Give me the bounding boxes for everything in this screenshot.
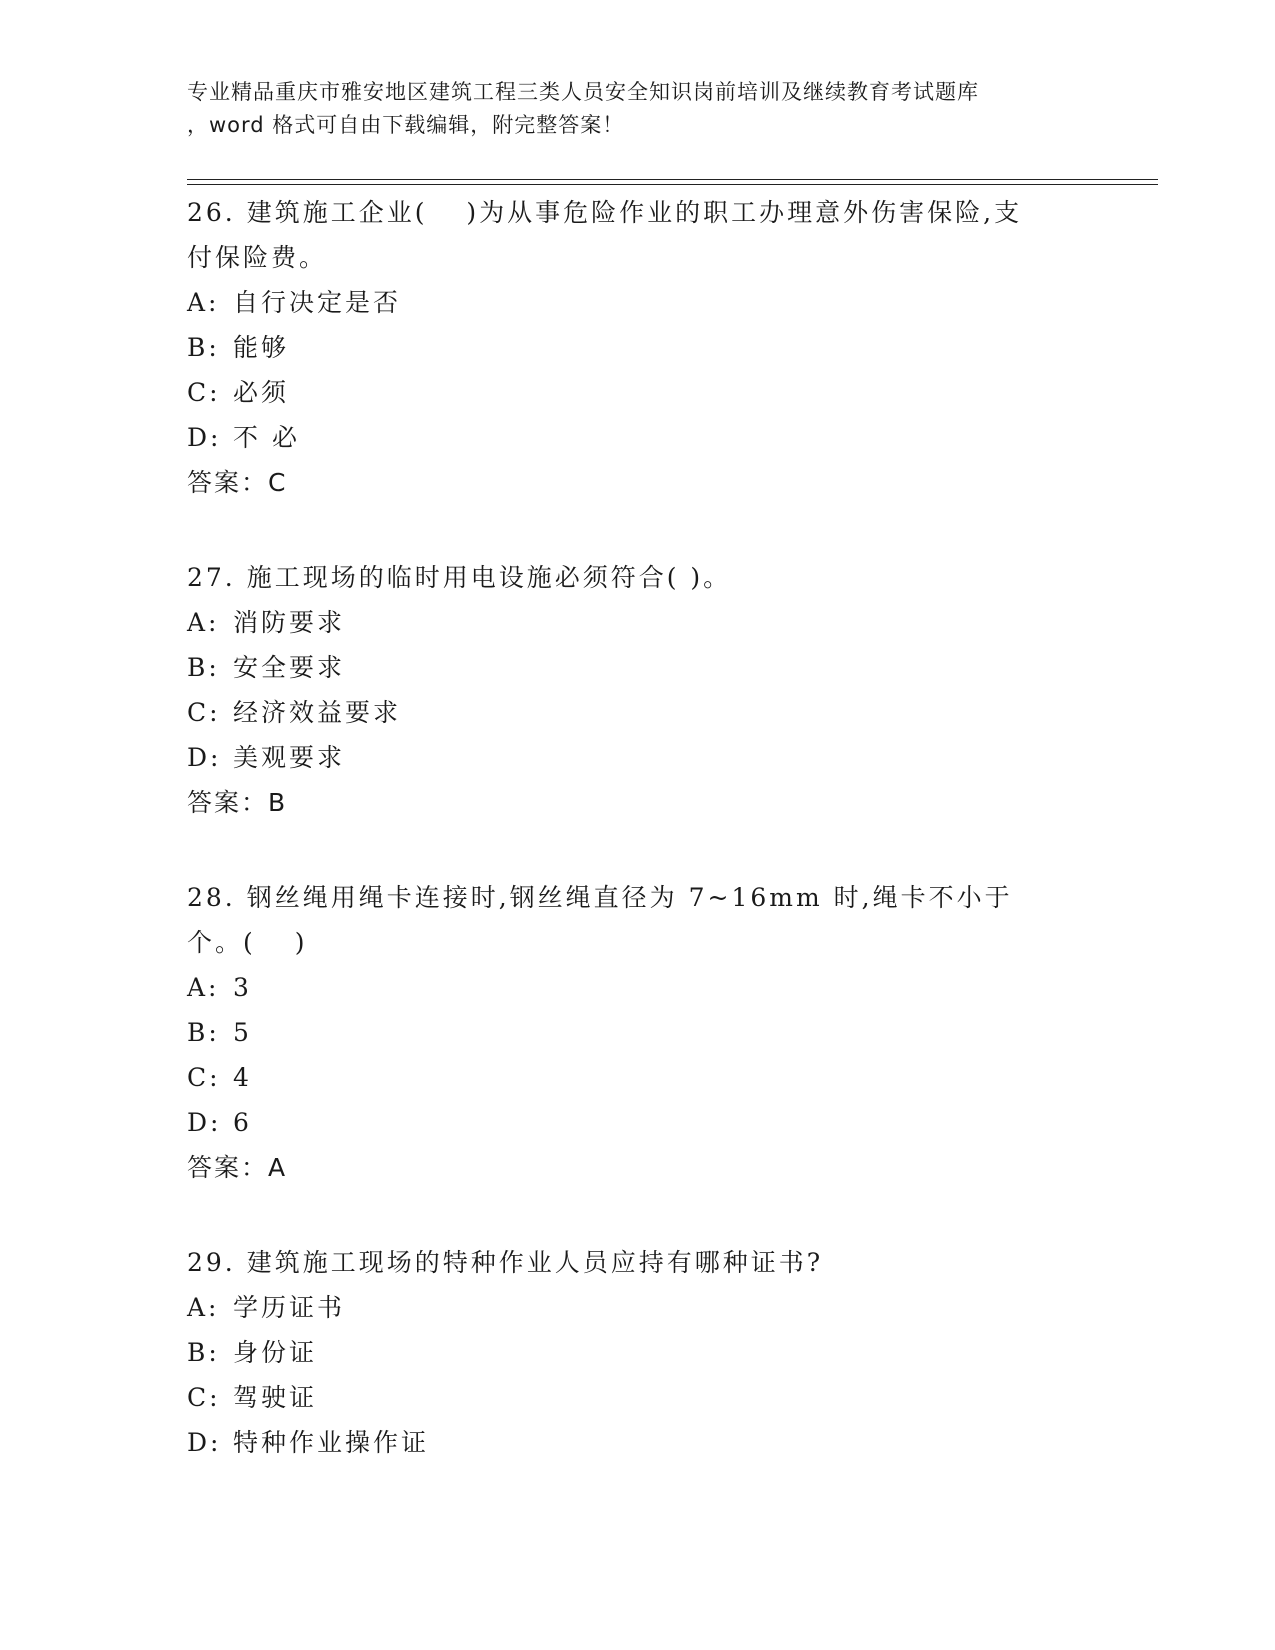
- option-c: [187, 690, 1087, 735]
- option-key: D:: [187, 1108, 222, 1137]
- option-text: 不 必: [233, 423, 300, 452]
- option-d: [187, 735, 1087, 780]
- option-key: C:: [187, 698, 221, 727]
- question-stem-line: 28. 钢丝绳用绳卡连接时,钢丝绳直径为 7~16mm 时,绳卡不小于: [187, 883, 1013, 912]
- option-key: B:: [187, 1338, 220, 1367]
- option-d: [187, 1420, 1087, 1465]
- option-key: A:: [187, 608, 220, 637]
- option-key: D:: [187, 423, 222, 452]
- option-a: [187, 1285, 1087, 1330]
- option-text: 消防要求: [233, 608, 346, 637]
- option-key: B:: [187, 333, 220, 362]
- option-c: [187, 1055, 1087, 1100]
- option-a: [187, 965, 1087, 1010]
- option-text: 经济效益要求: [233, 698, 402, 727]
- option-key: C:: [187, 1383, 221, 1412]
- option-key: D:: [187, 743, 222, 772]
- question-26: [187, 190, 1087, 505]
- option-c: [187, 370, 1087, 415]
- option-text: 能够: [233, 333, 290, 362]
- header-subtitle: ，word 格式可自由下载编辑，附完整答案！: [187, 113, 625, 137]
- question-stem-line: 付保险费。: [187, 243, 328, 272]
- answer-label: 答案：C: [187, 468, 288, 497]
- option-key: A:: [187, 288, 220, 317]
- option-key: C:: [187, 378, 221, 407]
- option-text: 美观要求: [233, 743, 346, 772]
- option-a: [187, 600, 1087, 645]
- option-text: 3: [233, 973, 252, 1002]
- option-key: D:: [187, 1428, 222, 1457]
- option-b: [187, 1330, 1087, 1375]
- option-text: 驾驶证: [233, 1383, 318, 1412]
- option-text: 必须: [233, 378, 290, 407]
- option-text: 自行决定是否: [233, 288, 402, 317]
- answer-label: 答案：A: [187, 1153, 288, 1182]
- option-text: 身份证: [233, 1338, 318, 1367]
- question-stem-line: 29. 建筑施工现场的特种作业人员应持有哪种证书?: [187, 1248, 824, 1277]
- question-stem-line: 26. 建筑施工企业( )为从事危险作业的职工办理意外伤害保险,支: [187, 198, 1023, 227]
- option-text: 特种作业操作证: [233, 1428, 430, 1457]
- option-text: 学历证书: [233, 1293, 346, 1322]
- header-title: 专业精品重庆市雅安地区建筑工程三类人员安全知识岗前培训及继续教育考试题库: [187, 80, 979, 104]
- question-28: [187, 875, 1087, 1190]
- option-text: 5: [233, 1018, 252, 1047]
- answer-label: 答案：B: [187, 788, 288, 817]
- header-divider-bottom: [187, 184, 1158, 185]
- option-key: C:: [187, 1063, 221, 1092]
- question-27: [187, 555, 1087, 825]
- option-key: A:: [187, 1293, 220, 1322]
- option-text: 安全要求: [233, 653, 346, 682]
- option-key: A:: [187, 973, 220, 1002]
- option-d: [187, 415, 1087, 460]
- question-stem-line: 27. 施工现场的临时用电设施必须符合( )。: [187, 563, 732, 592]
- question-stem-line: 个。( ): [187, 928, 308, 957]
- question-29: [187, 1240, 1087, 1465]
- header-divider-top: [187, 179, 1158, 180]
- option-text: 4: [233, 1063, 252, 1092]
- document-header: [187, 76, 1087, 142]
- option-b: [187, 1010, 1087, 1055]
- option-c: [187, 1375, 1087, 1420]
- option-b: [187, 325, 1087, 370]
- option-a: [187, 280, 1087, 325]
- option-d: [187, 1100, 1087, 1145]
- option-b: [187, 645, 1087, 690]
- option-key: B:: [187, 653, 220, 682]
- option-key: B:: [187, 1018, 220, 1047]
- option-text: 6: [233, 1108, 252, 1137]
